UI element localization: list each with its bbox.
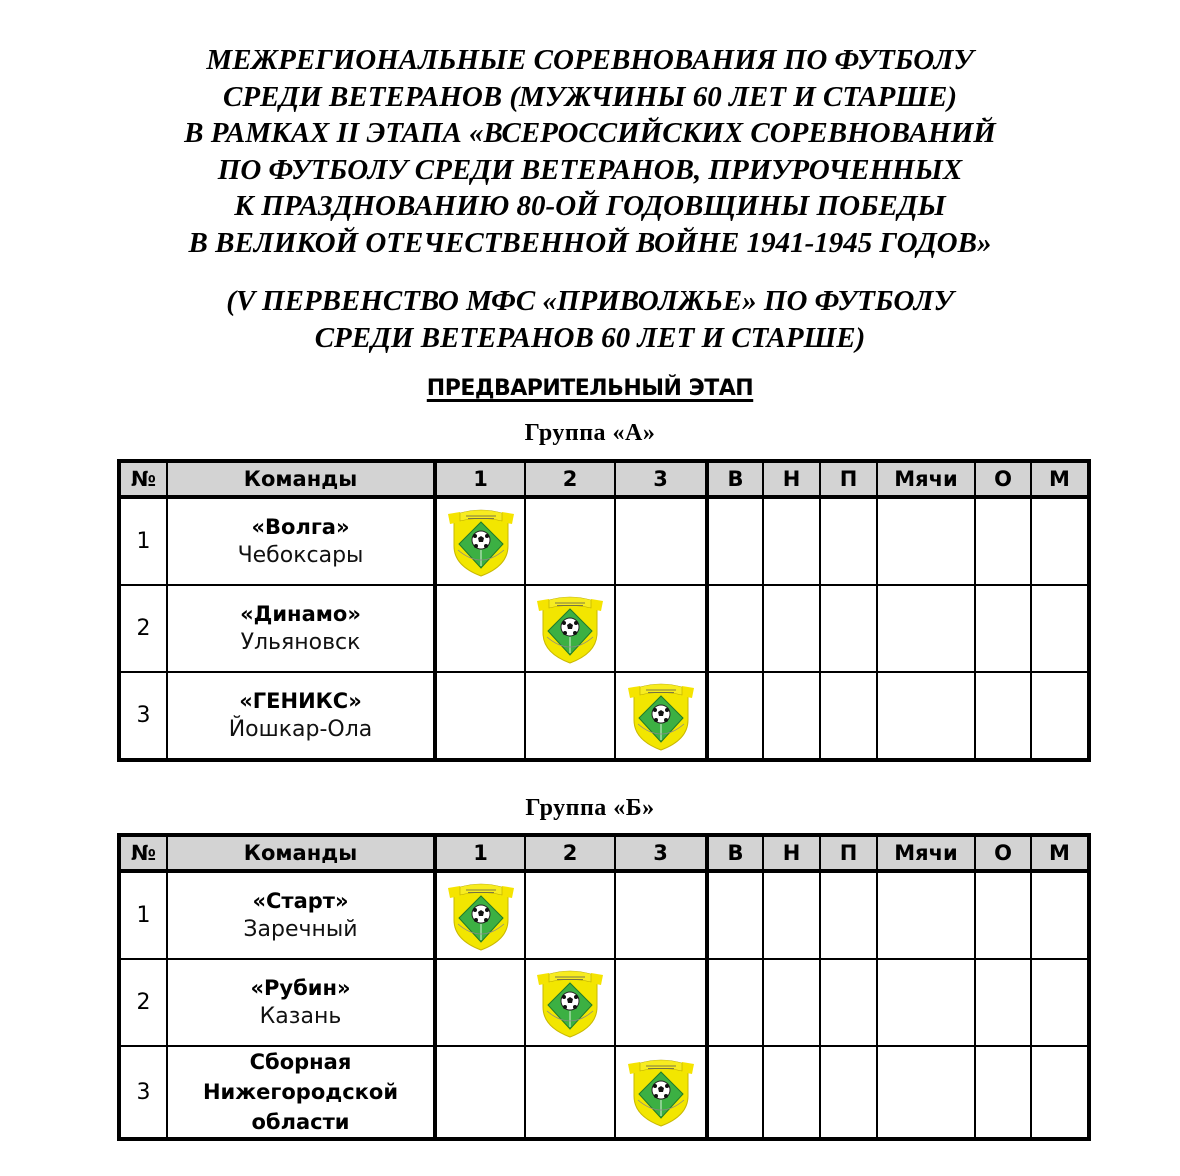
row-number: 3 — [119, 1046, 167, 1139]
wins-cell — [707, 959, 763, 1046]
goals-cell — [877, 672, 975, 760]
place-cell — [1031, 871, 1089, 959]
self-match-cell — [615, 1046, 707, 1139]
losses-cell — [820, 871, 877, 959]
result-cell-2 — [525, 672, 615, 760]
football-club-emblem-icon — [446, 880, 516, 952]
result-cell-1 — [435, 1046, 525, 1139]
table-header-row — [119, 835, 1089, 871]
self-match-cell — [525, 959, 615, 1046]
table-row — [119, 959, 1089, 1046]
table-row — [119, 1046, 1089, 1139]
points-cell — [975, 497, 1031, 585]
draws-cell — [763, 672, 820, 760]
losses-cell — [820, 497, 877, 585]
football-club-emblem-icon — [626, 1056, 696, 1128]
team-cell — [167, 497, 435, 585]
header-2: 2 — [525, 835, 615, 871]
header-draws: Н — [763, 835, 820, 871]
result-cell-1 — [435, 672, 525, 760]
team-name: «Динамо» — [240, 601, 361, 626]
header-draws: Н — [763, 461, 820, 497]
team-city: Чебоксары — [237, 542, 364, 568]
draws-cell — [763, 497, 820, 585]
group-b-title: Группа «Б» — [525, 795, 655, 821]
title-line: К ПРАЗДНОВАНИЮ 80-ОЙ ГОДОВЩИНЫ ПОБЕДЫ — [234, 190, 946, 222]
place-cell — [1031, 585, 1089, 672]
header-points: О — [975, 835, 1031, 871]
team-name: «Рубин» — [250, 975, 351, 1000]
wins-cell — [707, 871, 763, 959]
header-points: О — [975, 461, 1031, 497]
team-name-line: Сборная — [249, 1050, 352, 1074]
team-name — [168, 1047, 433, 1137]
group-a-title: Группа «А» — [524, 420, 656, 446]
self-match-cell — [525, 585, 615, 672]
table-row — [119, 497, 1089, 585]
self-match-cell — [435, 871, 525, 959]
row-number: 1 — [119, 497, 167, 585]
subtitle-line: (V ПЕРВЕНСТВО МФС «ПРИВОЛЖЬЕ» ПО ФУТБОЛУ — [226, 285, 954, 317]
self-match-cell — [435, 497, 525, 585]
result-cell-2 — [525, 1046, 615, 1139]
place-cell — [1031, 672, 1089, 760]
group-b-body — [119, 871, 1089, 1139]
wins-cell — [707, 1046, 763, 1139]
team-cell — [167, 1046, 435, 1139]
team-name-line: Нижегородской — [202, 1080, 399, 1104]
table-row — [119, 672, 1089, 760]
result-cell-1 — [435, 585, 525, 672]
header-wins: В — [707, 461, 763, 497]
result-cell-1 — [435, 959, 525, 1046]
header-place: М — [1031, 835, 1089, 871]
header-teams: Команды — [167, 461, 435, 497]
header-goals: Мячи — [877, 835, 975, 871]
group-b-table — [117, 833, 1091, 1141]
losses-cell — [820, 1046, 877, 1139]
team-city: Ульяновск — [240, 629, 361, 655]
team-cell — [167, 959, 435, 1046]
losses-cell — [820, 959, 877, 1046]
title-line: МЕЖРЕГИОНАЛЬНЫЕ СОРЕВНОВАНИЯ ПО ФУТБОЛУ — [206, 44, 974, 76]
row-number: 1 — [119, 871, 167, 959]
place-cell — [1031, 959, 1089, 1046]
points-cell — [975, 672, 1031, 760]
title-line: ПО ФУТБОЛУ СРЕДИ ВЕТЕРАНОВ, ПРИУРОЧЕННЫХ — [217, 153, 963, 186]
wins-cell — [707, 672, 763, 760]
goals-cell — [877, 1046, 975, 1139]
draws-cell — [763, 585, 820, 672]
team-cell — [167, 672, 435, 760]
result-cell-3 — [615, 585, 707, 672]
header-place: М — [1031, 461, 1089, 497]
points-cell — [975, 959, 1031, 1046]
header-1: 1 — [435, 835, 525, 871]
football-club-emblem-icon — [535, 967, 605, 1039]
header-3: 3 — [615, 835, 707, 871]
result-cell-2 — [525, 497, 615, 585]
group-a-table — [117, 459, 1091, 762]
place-cell — [1031, 1046, 1089, 1139]
football-club-emblem-icon — [446, 506, 516, 578]
title-line: В РАМКАХ II ЭТАПА «ВСЕРОССИЙСКИХ СОРЕВНОВАНИЙ — [184, 117, 996, 149]
goals-cell — [877, 871, 975, 959]
team-cell — [167, 871, 435, 959]
table-row — [119, 585, 1089, 672]
document-subtitle — [0, 283, 1180, 357]
team-name: «ГЕНИКС» — [239, 688, 362, 713]
title-line: В ВЕЛИКОЙ ОТЕЧЕСТВЕННОЙ ВОЙНЕ 1941-1945 ГОДОВ» — [188, 226, 992, 259]
title-line: СРЕДИ ВЕТЕРАНОВ (МУЖЧИНЫ 60 ЛЕТ И СТАРШЕ) — [223, 80, 957, 113]
team-name-line: области — [251, 1110, 350, 1134]
header-teams: Команды — [167, 835, 435, 871]
draws-cell — [763, 959, 820, 1046]
header-num: № — [119, 835, 167, 871]
row-number: 3 — [119, 672, 167, 760]
table-header-row — [119, 461, 1089, 497]
goals-cell — [877, 497, 975, 585]
team-cell — [167, 585, 435, 672]
row-number: 2 — [119, 585, 167, 672]
header-3: 3 — [615, 461, 707, 497]
draws-cell — [763, 1046, 820, 1139]
stage-title — [0, 376, 1180, 401]
team-name: «Волга» — [251, 514, 350, 539]
subtitle-line: СРЕДИ ВЕТЕРАНОВ 60 ЛЕТ И СТАРШЕ) — [314, 322, 866, 354]
team-city: Йошкар-Ола — [228, 716, 373, 742]
wins-cell — [707, 585, 763, 672]
wins-cell — [707, 497, 763, 585]
goals-cell — [877, 959, 975, 1046]
losses-cell — [820, 585, 877, 672]
header-goals: Мячи — [877, 461, 975, 497]
result-cell-2 — [525, 871, 615, 959]
points-cell — [975, 585, 1031, 672]
points-cell — [975, 1046, 1031, 1139]
header-2: 2 — [525, 461, 615, 497]
points-cell — [975, 871, 1031, 959]
team-name: «Старт» — [252, 888, 349, 913]
place-cell — [1031, 497, 1089, 585]
goals-cell — [877, 585, 975, 672]
header-wins: В — [707, 835, 763, 871]
team-city: Заречный — [243, 916, 358, 942]
team-city: Казань — [259, 1003, 342, 1029]
football-club-emblem-icon — [535, 593, 605, 665]
self-match-cell — [615, 672, 707, 760]
header-losses: П — [820, 461, 877, 497]
stage-title-text: ПРЕДВАРИТЕЛЬНЫЙ ЭТАП — [426, 376, 754, 401]
result-cell-3 — [615, 497, 707, 585]
group-a-body — [119, 497, 1089, 760]
result-cell-3 — [615, 871, 707, 959]
document-title — [0, 42, 1180, 261]
result-cell-3 — [615, 959, 707, 1046]
football-club-emblem-icon — [626, 680, 696, 752]
table-row — [119, 871, 1089, 959]
header-losses: П — [820, 835, 877, 871]
row-number: 2 — [119, 959, 167, 1046]
losses-cell — [820, 672, 877, 760]
header-1: 1 — [435, 461, 525, 497]
draws-cell — [763, 871, 820, 959]
header-num: № — [119, 461, 167, 497]
